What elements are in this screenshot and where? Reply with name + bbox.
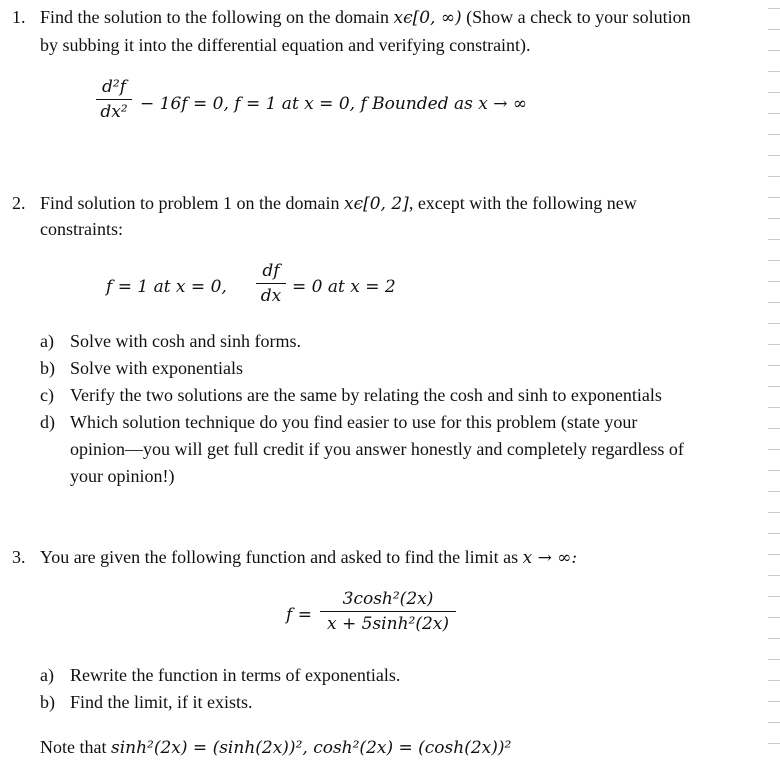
q3-fraction-bar — [320, 611, 456, 612]
margin-rule-line — [768, 92, 780, 93]
margin-rule-line — [768, 176, 780, 177]
q1-line1-tail: (Show a check to your solution — [461, 7, 691, 27]
q3-fraction-num: 3cosh²(2x) — [342, 589, 434, 609]
margin-rule-line — [768, 50, 780, 51]
q2-eq-right: = 0 at x = 2 — [292, 277, 396, 297]
q2-fraction-bar — [256, 283, 286, 284]
q1-fraction-den: dx² — [100, 102, 128, 122]
q2-fraction-num: df — [262, 261, 280, 281]
margin-rule-line — [768, 8, 780, 9]
q1-fraction-bar — [96, 99, 132, 100]
q1-fraction-num: d²f — [102, 77, 126, 97]
margin-rule-line — [768, 155, 780, 156]
margin-rule-line — [768, 239, 780, 240]
margin-rule-line — [768, 407, 780, 408]
q3-part-a-label: a) — [40, 665, 54, 685]
q2-part-a-label: a) — [40, 331, 54, 351]
q2-line1 — [40, 192, 637, 215]
margin-rule-line — [768, 701, 780, 702]
margin-rule-line — [768, 449, 780, 450]
q2-fraction-den: dx — [260, 286, 282, 306]
q1-number: 1. — [12, 7, 26, 27]
q1-equation: − 16f = 0, f = 1 at x = 0, f Bounded as x → ∞ — [140, 94, 528, 114]
q3-note — [40, 736, 511, 759]
margin-rule-line — [768, 554, 780, 555]
q2-part-d-line2: opinion—you will get full credit if you answer honestly and completely regardless of — [70, 439, 684, 459]
margin-rule-line — [768, 197, 780, 198]
margin-rule-line — [768, 386, 780, 387]
q3-number: 3. — [12, 547, 26, 567]
q2-part-d-label: d) — [40, 412, 55, 432]
margin-rule-line — [768, 281, 780, 282]
q3-part-a-text: Rewrite the function in terms of exponentials. — [70, 665, 401, 685]
margin-rule-line — [768, 218, 780, 219]
q3-fraction-den: x + 5sinh²(2x) — [327, 614, 449, 634]
margin-rule-line — [768, 344, 780, 345]
margin-rule-line — [768, 323, 780, 324]
margin-rule-line — [768, 113, 780, 114]
margin-rule-line — [768, 575, 780, 576]
q2-part-d-text: Which solution technique do you find easier to use for this problem (state your — [70, 412, 638, 432]
q3-note-prefix: Note that — [40, 737, 111, 757]
margin-rule-line — [768, 302, 780, 303]
q2-domain: xϵ[0, 2] — [344, 194, 409, 214]
q2-part-d-line3: your opinion!) — [70, 466, 175, 486]
margin-rule-line — [768, 428, 780, 429]
q1-line1 — [40, 6, 691, 29]
margin-rule-line — [768, 743, 780, 744]
q3-f-lhs: f = — [286, 605, 312, 625]
q2-line2: constraints: — [40, 219, 123, 239]
margin-rule-line — [768, 617, 780, 618]
margin-rule-line — [768, 659, 780, 660]
q3-note-math: sinh²(2x) = (sinh(2x))², cosh²(2x) = (cosh(2x))² — [110, 738, 512, 758]
q3-part-b-text: Find the limit, if it exists. — [70, 692, 253, 712]
margin-rule-line — [768, 29, 780, 30]
q3-limit: x → ∞: — [522, 548, 578, 568]
margin-rule-line — [768, 638, 780, 639]
q2-line1-tail: , except with the following new — [408, 193, 637, 213]
q2-part-b-text: Solve with exponentials — [70, 358, 243, 378]
margin-rule-line — [768, 533, 780, 534]
q1-line1-text: Find the solution to the following on the domain — [40, 7, 394, 27]
margin-rule-line — [768, 134, 780, 135]
margin-rule-line — [768, 260, 780, 261]
q1-line2: by subbing it into the differential equation and verifying constraint). — [40, 35, 531, 55]
q2-part-a-text: Solve with cosh and sinh forms. — [70, 331, 301, 351]
q3-part-b-label: b) — [40, 692, 55, 712]
q3-line1 — [40, 546, 577, 569]
q2-number: 2. — [12, 193, 26, 213]
q2-line1-text: Find solution to problem 1 on the domain — [40, 193, 344, 213]
q2-fraction — [256, 260, 286, 307]
q2-part-b-label: b) — [40, 358, 55, 378]
margin-rule-line — [768, 722, 780, 723]
margin-rule-line — [768, 470, 780, 471]
q2-part-c-label: c) — [40, 385, 54, 405]
margin-rule-line — [768, 71, 780, 72]
margin-rule-line — [768, 596, 780, 597]
margin-rule-line — [768, 365, 780, 366]
q2-part-c-text: Verify the two solutions are the same by relating the cosh and sinh to exponentials — [70, 385, 662, 405]
q2-eq-left: f = 1 at x = 0, — [106, 277, 227, 297]
margin-rule-line — [768, 680, 780, 681]
q1-domain: xϵ[0, ∞) — [393, 8, 462, 28]
margin-rule-line — [768, 491, 780, 492]
margin-rule-line — [768, 512, 780, 513]
q3-fraction — [320, 588, 456, 635]
q3-line1-text: You are given the following function and asked to find the limit as — [40, 547, 523, 567]
q1-fraction — [96, 76, 132, 123]
